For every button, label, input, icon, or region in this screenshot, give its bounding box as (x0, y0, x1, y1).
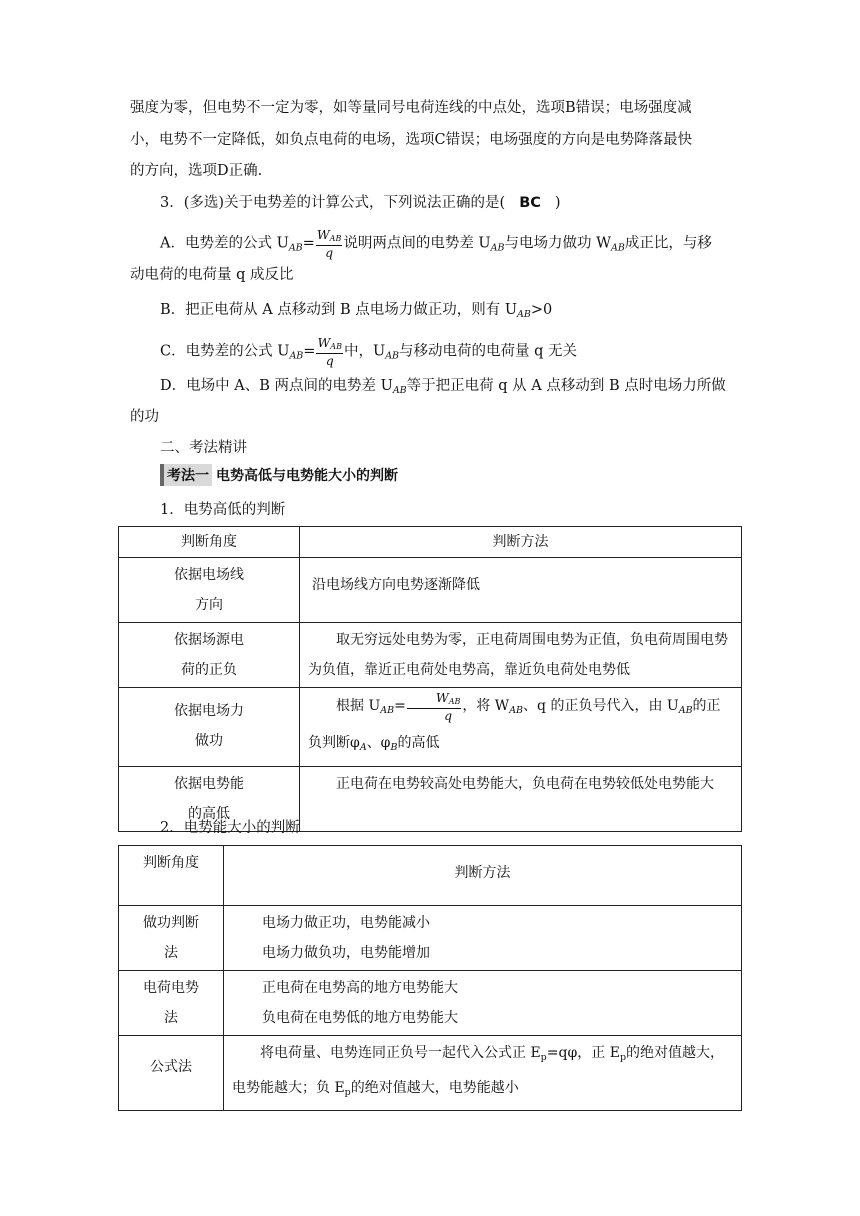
table-header: 判断角度 (119, 846, 224, 906)
table-row (119, 971, 742, 1036)
formula-fraction: $\frac{W_{AB}}{q}$ (407, 691, 462, 722)
option-c: C．电势差的公式 $U_{AB}=$ $\frac{W_{AB}}{q}$ 中，$U_{AB}$与移动电荷的电荷量 q 无关 (160, 335, 578, 368)
table-cell: 电荷电势法 (119, 971, 224, 1036)
table-cell: 正电荷在电势较高处电势能大，负电荷在电势较低处电势能大 (300, 767, 742, 832)
formula-fraction: $\frac{W_{AB}}{q}$ (316, 227, 342, 260)
table-row (119, 558, 742, 623)
sub-heading-2: 2．电势能大小的判断 (160, 820, 300, 836)
text-line: 强度为零，但电势不一定为零，如等量同号电荷连线的中点处，选项B错误；电场强度减 (130, 100, 692, 116)
table-header: 判断方法 (300, 527, 742, 558)
table-cell: 依据电场力做功 (119, 688, 300, 767)
table-row (119, 906, 742, 971)
table-header: 判断角度 (119, 527, 300, 558)
table-cell: 做功判断法 (119, 906, 224, 971)
question-stem: 3．(多选)关于电势差的计算公式，下列说法正确的是( BC ) (160, 195, 561, 211)
kaofa-title: 电势高低与电势能大小的判断 (216, 468, 398, 484)
energy-table (118, 845, 742, 1111)
option-d-cont: 的功 (130, 409, 159, 425)
table-row (119, 1036, 742, 1111)
kaofa-tag: 考法一 (160, 464, 212, 486)
table-cell: 取无穷远处电势为零，正电荷周围电势为正值，负电荷周围电势为负值，靠近正电荷处电势高，靠近负电荷处电势低 (300, 623, 742, 688)
answer: BC (519, 195, 541, 211)
sub-heading-1: 1．电势高低的判断 (160, 502, 286, 518)
table-row (119, 623, 742, 688)
table-cell: 根据 $U_{AB}=$ $\frac{W_{AB}}{q}$ ，将 $W_{AB}$、q 的正负号代入，由 $U_{AB}$的正负判断$\varphi_A$、$\varphi_B$的高低 (300, 688, 742, 767)
option-b: B．把正电荷从 A 点移动到 B 点电场力做正功，则有 $U_{AB}>0$ (160, 302, 553, 320)
table-cell: 依据电场线方向 (119, 558, 300, 623)
table-cell: 电场力做正功，电势能减小 电场力做负功，电势能增加 (224, 906, 742, 971)
table-header-row (119, 846, 742, 906)
kaofa-heading (160, 464, 398, 486)
text-line: 的方向，选项D正确. (130, 163, 263, 179)
table-cell: 正电荷在电势高的地方电势能大 负电荷在电势低的地方电势能大 (224, 971, 742, 1036)
option-a: A．电势差的公式 $U_{AB}=$ $\frac{W_{AB}}{q}$ 说明两点间的电势差 $U_{AB}$与电场力做功 $W_{AB}$成正比，与移 (160, 227, 712, 260)
table-cell: 公式法 (119, 1036, 224, 1111)
table-cell: 沿电场线方向电势逐渐降低 (300, 558, 742, 623)
section-heading: 二、考法精讲 (160, 440, 247, 456)
formula-fraction: $\frac{W_{AB}}{q}$ (317, 335, 342, 368)
option-a-cont: 动电荷的电荷量 q 成反比 (130, 267, 294, 283)
table-header: 判断方法 (224, 846, 742, 906)
option-d: D．电场中 A、B 两点间的电势差 $U_{AB}$等于把正电荷 q 从 A 点移动到 B 点时电场力所做 (160, 378, 726, 396)
table-cell: 将电荷量、电势连同正负号一起代入公式正 $E_p=q\varphi$，正 $E_p$的绝对值越大，电势能越大；负 $E_p$的绝对值越大，电势能越小 (224, 1036, 742, 1111)
potential-table (118, 526, 742, 832)
table-header-row (119, 527, 742, 558)
text-line: 小，电势不一定降低，如负点电荷的电场，选项C错误；电场强度的方向是电势降落最快 (130, 132, 693, 148)
table-cell: 依据场源电荷的正负 (119, 623, 300, 688)
table-row (119, 688, 742, 767)
table-cell: 依据电势能的高低 (119, 767, 300, 832)
